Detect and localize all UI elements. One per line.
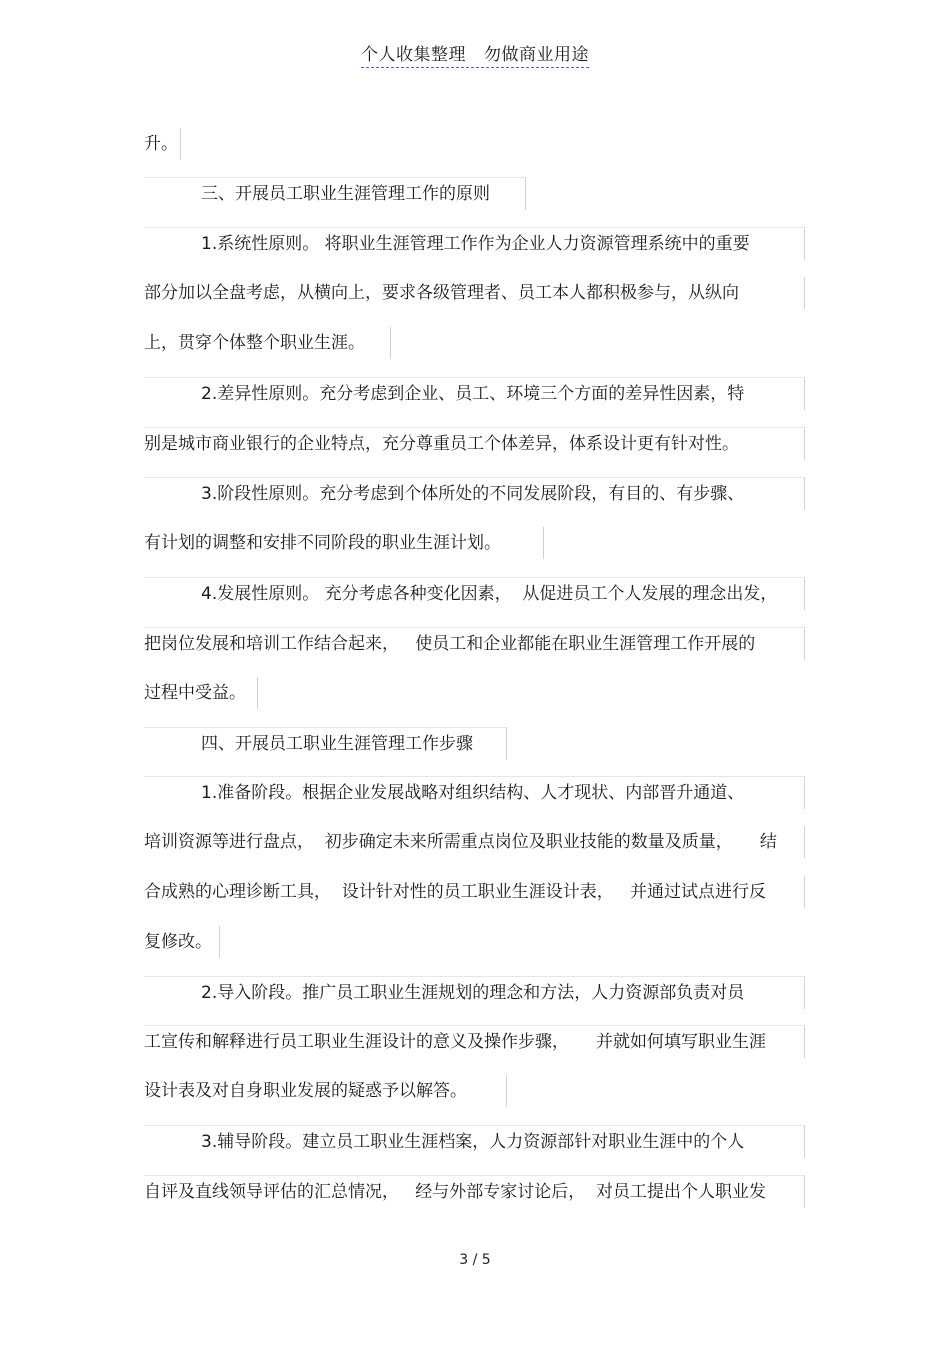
section-heading: 三、开展员工职业生涯管理工作的原则 [144,177,526,210]
header-part1: 个人收集整理 [361,45,466,65]
text-line: 1.准备阶段。根据企业发展战略对组织结构、人才现状、内部晋升通道、 [144,776,805,809]
text-line: 别是城市商业银行的企业特点，充分尊重员工个体差异，体系设计更有针对性。 [144,427,805,460]
text-line: 把岗位发展和培训工作结合起来， 使员工和企业都能在职业生涯管理工作开展的 [144,627,805,660]
text-line: 3.阶段性原则。充分考虑到个体所处的不同发展阶段，有目的、有步骤、 [144,477,805,510]
page-number: 3 / 5 [459,1252,491,1268]
text-line: 上，贯穿个体整个职业生涯。 [144,327,391,359]
text-line: 过程中受益。 [144,677,258,709]
text-line: 复修改。 [144,926,220,958]
header-part2: 勿做商业用途 [484,45,589,65]
text-line: 4.发展性原则。 充分考虑各种变化因素， 从促进员工个人发展的理念出发， [144,577,805,610]
text-line: 3.辅导阶段。建立员工职业生涯档案，人力资源部针对职业生涯中的个人 [144,1125,805,1158]
section-heading: 四、开展员工职业生涯管理工作步骤 [144,727,507,760]
text-line: 有计划的调整和安排不同阶段的职业生涯计划。 [144,527,544,559]
text-line: 2.差异性原则。充分考虑到企业、员工、环境三个方面的差异性因素，特 [144,377,805,410]
text-line: 工宣传和解释进行员工职业生涯设计的意义及操作步骤， 并就如何填写职业生涯 [144,1025,805,1058]
text-line: 自评及直线领导评估的汇总情况， 经与外部专家讨论后， 对员工提出个人职业发 [144,1175,805,1208]
text-line: 部分加以全盘考虑，从横向上，要求各级管理者、员工本人都积极参与，从纵向 [144,277,805,309]
text-line: 设计表及对自身职业发展的疑惑予以解答。 [144,1075,507,1107]
header-watermark-text [361,40,589,68]
text-line: 1.系统性原则。 将职业生涯管理工作作为企业人力资源管理系统中的重要 [144,227,805,260]
text-line: 升。 [144,128,181,160]
page-header [0,40,950,68]
text-line: 2.导入阶段。推广员工职业生涯规划的理念和方法，人力资源部负责对员 [144,976,805,1009]
text-line: 培训资源等进行盘点， 初步确定未来所需重点岗位及职业技能的数量及质量， 结 [144,826,805,858]
text-line: 合成熟的心理诊断工具， 设计针对性的员工职业生涯设计表， 并通过试点进行反 [144,876,805,908]
